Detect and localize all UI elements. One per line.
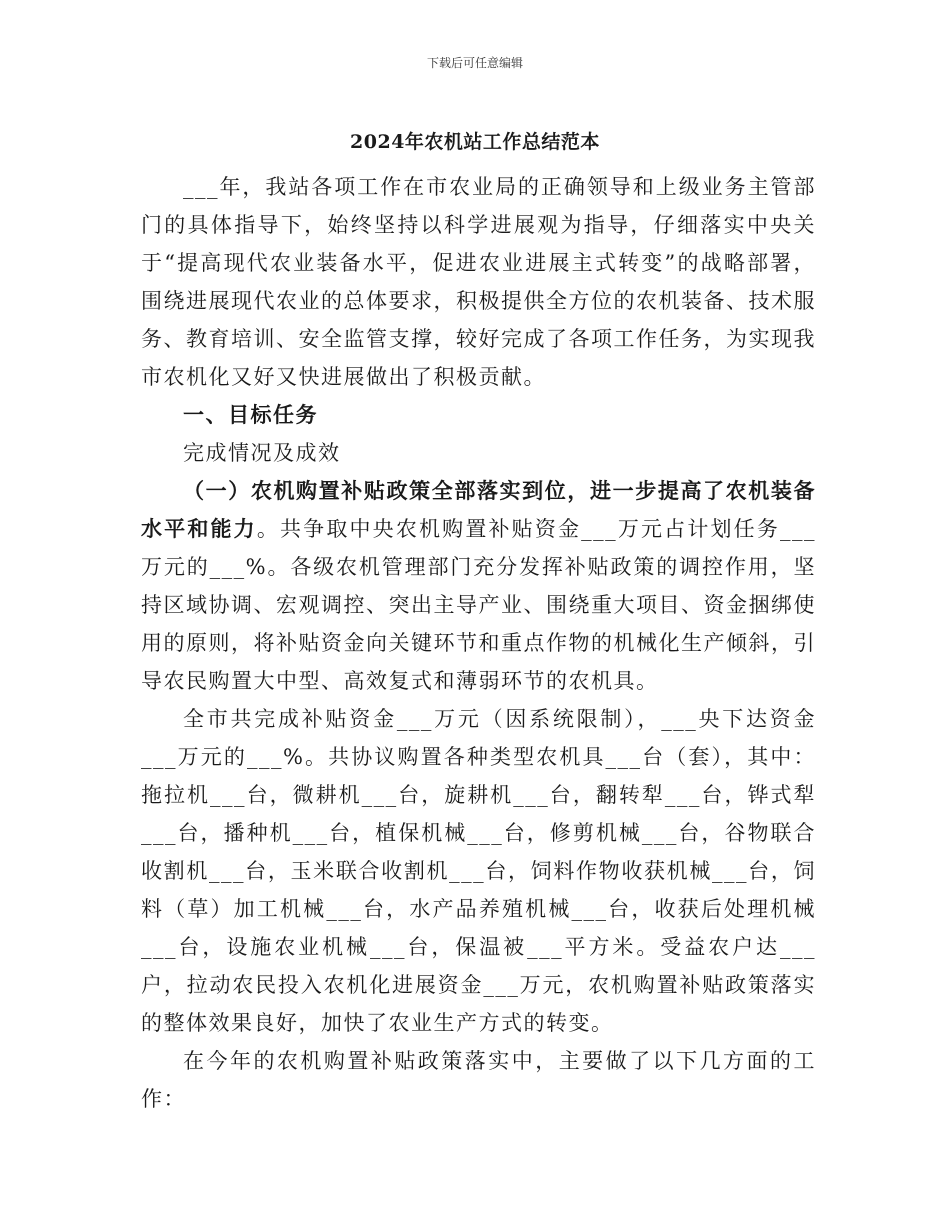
paragraph-subsidy-policy — [141, 472, 816, 700]
paragraph-subsidy-text: 。共争取中央农机购置补贴资金___万元占计划任务___万元的___%。各级农机管理部门充分发挥补贴政策的调控作用，坚持区域协调、宏观调控、突出主导产业、围绕重大项目、资金捆绑使用的原则，将补贴资金向关键环节和重点作物的机械化生产倾斜，引导农民购置大中型、高效复式和薄弱环节的农机具。 — [141, 517, 817, 693]
paragraph-work-summary: 在今年的农机购置补贴政策落实中，主要做了以下几方面的工作： — [141, 1049, 816, 1111]
document-title: 2024年农机站工作总结范本 — [350, 131, 600, 153]
paragraph-machinery-stats: 全市共完成补贴资金___万元（因系统限制），___央下达资金___万元的___%。共协议购置各种类型农机具___台（套），其中：拖拉机___台，微耕机___台，旋耕机___台，翻转犁___台，铧式犁___台，播种机___台，植保机械___台，修剪机械___台，谷物联合收割机___台，玉米联合收割机___台，饲料作物收获机械___台，饲料（草）加工机械___台，水产品养殖机械___台，收获后处理机械___台，设施农业机械___台，保温被___平方米。受益农户达___户，拉动农民投入农机化进展资金___万元，农机购置补贴政策落实的整体效果良好，加快了农业生产方式的转变。 — [141, 707, 816, 1035]
section-heading: 一、目标任务 — [183, 402, 318, 427]
paragraph-intro: ___年，我站各项工作在市农业局的正确领导和上级业务主管部门的具体指导下，始终坚持以科学进展观为指导，仔细落实中央关于“提高现代农业装备水平，促进农业进展主式转变”的战略部署，围绕进展现代农业的总体要求，积极提供全方位的农机装备、技术服务、教育培训、安全监管支撑，较好完成了各项工作任务，为实现我市农机化又好又快进展做出了积极贡献。 — [141, 175, 816, 389]
paragraph-subheading: 完成情况及成效 — [183, 441, 341, 465]
subsection-heading: （一）农机购置补贴政策全部落实到位，进一步提高了农机装备水平和能力 — [141, 478, 816, 541]
header-note: 下载后可任意编辑 — [426, 56, 523, 70]
document-body — [141, 168, 816, 1118]
